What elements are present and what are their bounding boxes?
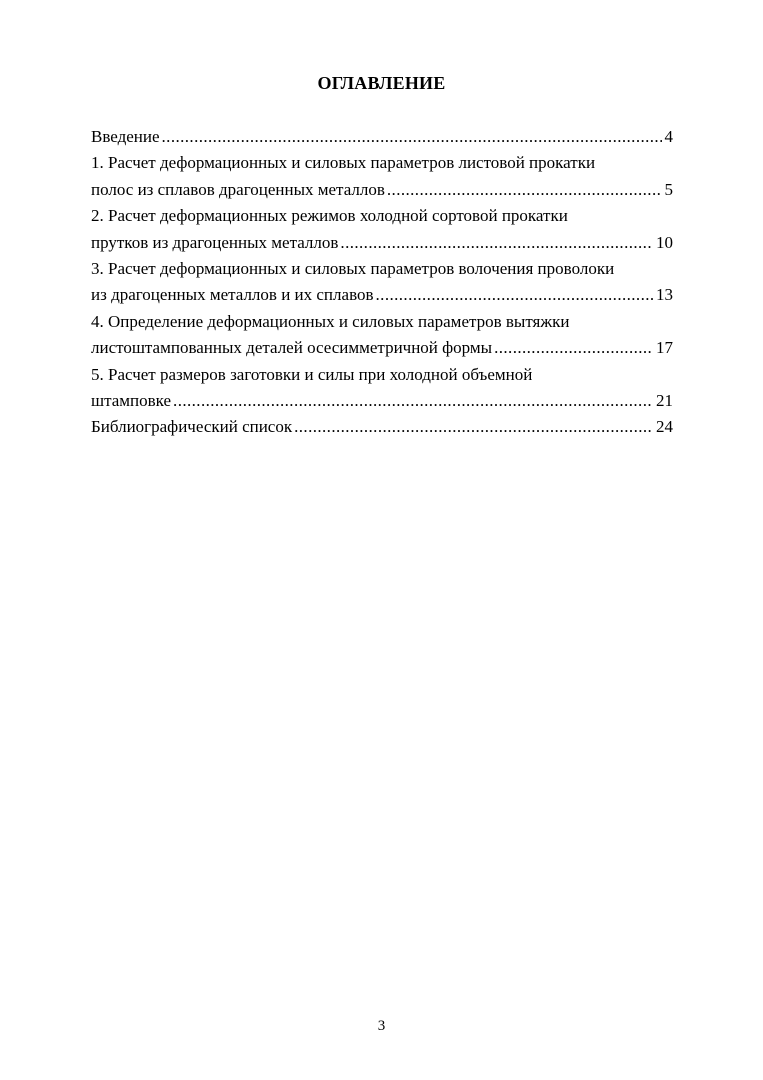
toc-entry-title-line: 3. Расчет деформационных и силовых параметров волочения проволоки xyxy=(91,259,615,279)
toc-entry-section-2[interactable] xyxy=(91,203,673,256)
toc-page-number: 17 xyxy=(656,338,673,358)
table-of-contents xyxy=(91,124,673,441)
toc-entry-title-line: 4. Определение деформационных и силовых параметров вытяжки xyxy=(91,311,570,331)
toc-entry-section-5[interactable] xyxy=(91,362,673,415)
dot-leader xyxy=(376,282,653,308)
toc-entry-section-1[interactable] xyxy=(91,150,673,203)
toc-entry-line xyxy=(91,124,673,150)
dot-leader xyxy=(162,124,662,150)
toc-entry-title: штамповке xyxy=(91,391,172,411)
toc-entry-title: Введение xyxy=(91,127,160,146)
dot-leader xyxy=(387,177,662,203)
toc-entry-title: Библиографический список xyxy=(91,417,293,437)
toc-entry-line xyxy=(91,335,673,361)
toc-entry-title: из драгоценных металлов и их сплавов xyxy=(91,285,374,305)
dot-leader xyxy=(340,230,653,256)
toc-entry-line xyxy=(91,388,673,414)
toc-entry-title: листоштампованных деталей осесимметричной формы xyxy=(91,338,493,358)
toc-entry-title-line: 2. Расчет деформационных режимов холодной сортовой прокатки xyxy=(91,206,568,226)
page-title: ОГЛАВЛЕНИЕ xyxy=(317,73,446,93)
toc-entry-title: прутков из драгоценных металлов xyxy=(91,232,339,252)
toc-entry-line xyxy=(91,282,673,308)
toc-entry-title-line: 1. Расчет деформационных и силовых параметров листовой прокатки xyxy=(91,153,596,173)
toc-page-number: 4 xyxy=(664,127,673,146)
toc-entry-title: полос из сплавов драгоценных металлов xyxy=(91,179,385,199)
toc-entry-line xyxy=(91,414,673,440)
toc-page-number: 21 xyxy=(656,391,673,411)
toc-page-number: 10 xyxy=(656,232,673,252)
toc-entry-section-3[interactable] xyxy=(91,256,673,309)
dot-leader xyxy=(173,388,653,414)
toc-entry-line xyxy=(91,177,673,203)
toc-entry-introduction[interactable] xyxy=(91,124,673,150)
dot-leader xyxy=(294,414,653,440)
toc-entry-title-line: 5. Расчет размеров заготовки и силы при холодной объемной xyxy=(91,364,533,384)
toc-page-number: 24 xyxy=(656,417,673,437)
toc-entry-bibliography[interactable] xyxy=(91,414,673,440)
toc-entry-line xyxy=(91,230,673,256)
toc-page-number: 13 xyxy=(656,285,673,305)
toc-page-number: 5 xyxy=(664,179,673,199)
dot-leader xyxy=(494,335,653,361)
page-number: 3 xyxy=(377,1018,386,1034)
toc-entry-section-4[interactable] xyxy=(91,309,673,362)
